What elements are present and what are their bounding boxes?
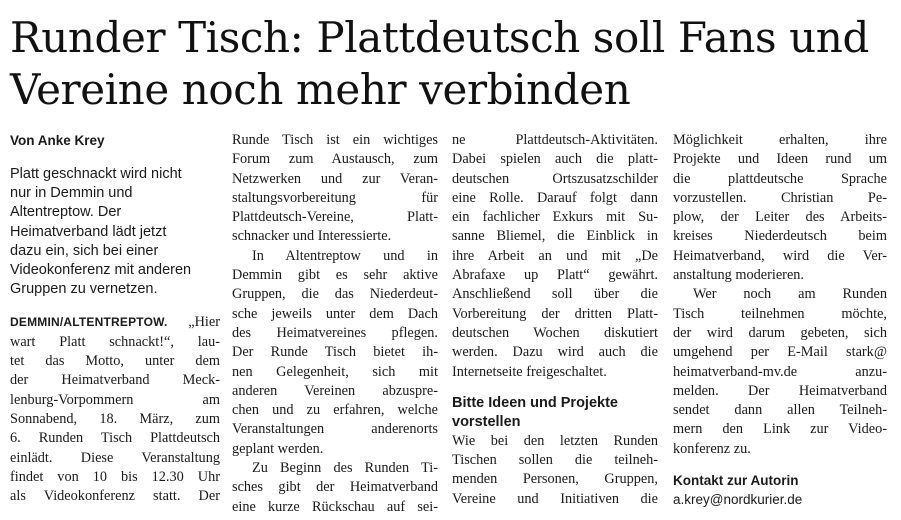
body-line: eine Rolle. Darauf folgt dann xyxy=(452,189,658,206)
article-column-3 xyxy=(452,131,658,509)
body-line: sanne Bliemel, die Einblick in xyxy=(452,228,658,245)
body-line: werden. Dazu wird auch die xyxy=(452,344,658,361)
body-line: Der Runde Tisch bietet ih- xyxy=(232,344,438,361)
body-paragraph xyxy=(232,459,438,517)
subheading-line: Bitte Ideen und Projekte xyxy=(452,394,618,411)
body-line: ein fachlicher Exkurs mit Su- xyxy=(452,209,658,226)
body-line: sendet dann allen Teilneh- xyxy=(673,402,887,419)
body-line: Vereine und Initiativen die xyxy=(452,490,658,507)
body-line: Plattdeutsch-Vereine, Platt- xyxy=(232,209,438,226)
body-line: der wird darum gebeten, sich xyxy=(673,324,887,341)
body-paragraph xyxy=(673,285,887,459)
body-line: anstaltung moderieren. xyxy=(673,267,805,284)
body-line: tet das Motto, unter dem xyxy=(10,353,220,370)
body-line: nen Gelegenheit, sich mit xyxy=(232,363,438,380)
contact-heading: Kontakt zur Autorin xyxy=(673,473,799,489)
body-line: schnacker und Interessierte. xyxy=(232,228,392,245)
teaser-line: nur in Demmin und xyxy=(10,185,133,202)
body-paragraph xyxy=(232,131,438,247)
body-line: Projekte und Ideen rund um xyxy=(673,151,887,168)
subheading-line: vorstellen xyxy=(452,413,521,430)
body-line: menden Personen, Gruppen, xyxy=(452,471,658,488)
body-line: deutschen Ortszusatzschilder xyxy=(452,170,658,187)
body-line: eine kurze Rückschau auf sei- xyxy=(232,498,438,515)
body-line: Veranstaltungen anderenorts xyxy=(232,421,438,438)
body-line: vorzustellen. Christian Pe- xyxy=(673,189,887,206)
body-line: Demmin gibt es sehr aktive xyxy=(232,267,438,284)
body-paragraph xyxy=(10,313,220,506)
body-line: Dabei spielen auch die platt- xyxy=(452,151,658,168)
dateline: DEMMIN/ALTENTREPTOW. xyxy=(10,315,168,330)
body-line: Forum zum Austausch, zum xyxy=(232,151,438,168)
body-line: chen und zu erfahren, welche xyxy=(232,402,438,419)
body-line: Abrafaxe up Platt“ gewährt. xyxy=(452,267,658,284)
teaser-line: dazu ein, sich bei einer xyxy=(10,242,159,259)
article-headline xyxy=(10,12,890,116)
body-line: sche jeweils unter dem Dach xyxy=(232,305,438,322)
body-line: deutschen Wochen diskutiert xyxy=(452,324,658,341)
body-line: Wer noch am Runden xyxy=(693,286,887,303)
body-line: Anschließend soll über die xyxy=(452,286,658,303)
body-line: heimatverband-mv.de anzu- xyxy=(673,363,887,380)
body-line: konferenz zu. xyxy=(673,440,751,457)
body-line: wart Platt schnackt!“, lau- xyxy=(10,333,220,350)
body-line: staltungsvorbereitung für xyxy=(232,189,438,206)
body-line: 6. Runden Tisch Plattdeutsch xyxy=(10,430,220,447)
body-line: Gruppen, die das Niederdeut- xyxy=(232,286,438,303)
body-line: Wie bei den letzten Runden xyxy=(452,432,658,449)
byline: Von Anke Krey xyxy=(10,133,105,148)
teaser-line: Platt geschnackt wird nicht xyxy=(10,166,182,182)
article-column-1 xyxy=(10,131,220,506)
body-line: Zu Beginn des Runden Ti- xyxy=(252,460,438,477)
body-line: Möglichkeit erhalten, ihre xyxy=(673,132,887,148)
contact-email-link[interactable]: a.krey@nordkurier.de xyxy=(673,492,803,508)
body-line: geplant werden. xyxy=(232,440,324,457)
body-line: mern den Link zur Video- xyxy=(673,421,887,438)
teaser-line: Heimatverband lädt jetzt xyxy=(10,223,167,240)
body-line: einlädt. Diese Veranstaltung xyxy=(10,449,220,466)
body-line: Runde Tisch ist ein wichtiges xyxy=(232,132,438,148)
body-line: Sonnabend, 18. März, zum xyxy=(10,410,220,427)
body-line: Tischen sollen die teilneh- xyxy=(452,452,658,469)
body-paragraph xyxy=(232,247,438,459)
body-line: Internetseite freigeschaltet. xyxy=(452,363,607,380)
body-line: anderen Vereinen abzuspre- xyxy=(232,382,438,399)
headline-line: Vereine noch mehr verbinden xyxy=(10,65,631,114)
body-line: umgehend per E-Mail stark@ xyxy=(673,344,887,361)
body-line: melden. Der Heimatverband xyxy=(673,382,887,399)
body-line: findet von 10 bis 12.30 Uhr xyxy=(10,468,220,485)
body-paragraph xyxy=(673,131,887,285)
teaser-line: Gruppen zu vernetzen. xyxy=(10,281,158,298)
body-line: Tisch teilnehmen möchte, xyxy=(673,305,887,322)
teaser xyxy=(10,165,220,299)
body-line: Vorbereitung der dritten Platt- xyxy=(452,305,658,322)
headline-line: Runder Tisch: Plattdeutsch soll Fans und xyxy=(10,13,869,62)
body-line: Heimatverband, wird die Ver- xyxy=(673,247,887,264)
article-column-4 xyxy=(673,131,887,509)
body-paragraph xyxy=(452,131,658,382)
body-line: sches gibt der Heimatverband xyxy=(232,479,438,496)
teaser-line: Videokonferenz mit anderen xyxy=(10,262,192,279)
subheading xyxy=(452,394,658,432)
body-line: In Altentreptow und in xyxy=(252,247,438,264)
body-line: lenburg-Vorpommern am xyxy=(10,391,220,408)
body-line: ihre Arbeit an und mit „De xyxy=(452,247,658,264)
body-line: kreises Niederdeutsch beim xyxy=(673,228,887,245)
body-line: die plattdeutsche Sprache xyxy=(673,170,887,187)
teaser-line: Altentreptow. Der xyxy=(10,204,122,221)
body-line: ne Plattdeutsch-Aktivitäten. xyxy=(452,132,658,148)
body-line: plow, der Leiter des Arbeits- xyxy=(673,209,887,226)
body-paragraph xyxy=(452,432,658,509)
article-column-2 xyxy=(232,131,438,517)
body-line: des Heimatvereines pflegen. xyxy=(232,324,438,341)
body-line: der Heimatverband Meck- xyxy=(10,372,220,389)
body-line: Netzwerken und zur Veran- xyxy=(232,170,438,187)
body-line: als Videokonferenz statt. Der xyxy=(10,488,220,505)
body-line: DEMMIN/ALTENTREPTOW. „Hier xyxy=(10,314,220,331)
